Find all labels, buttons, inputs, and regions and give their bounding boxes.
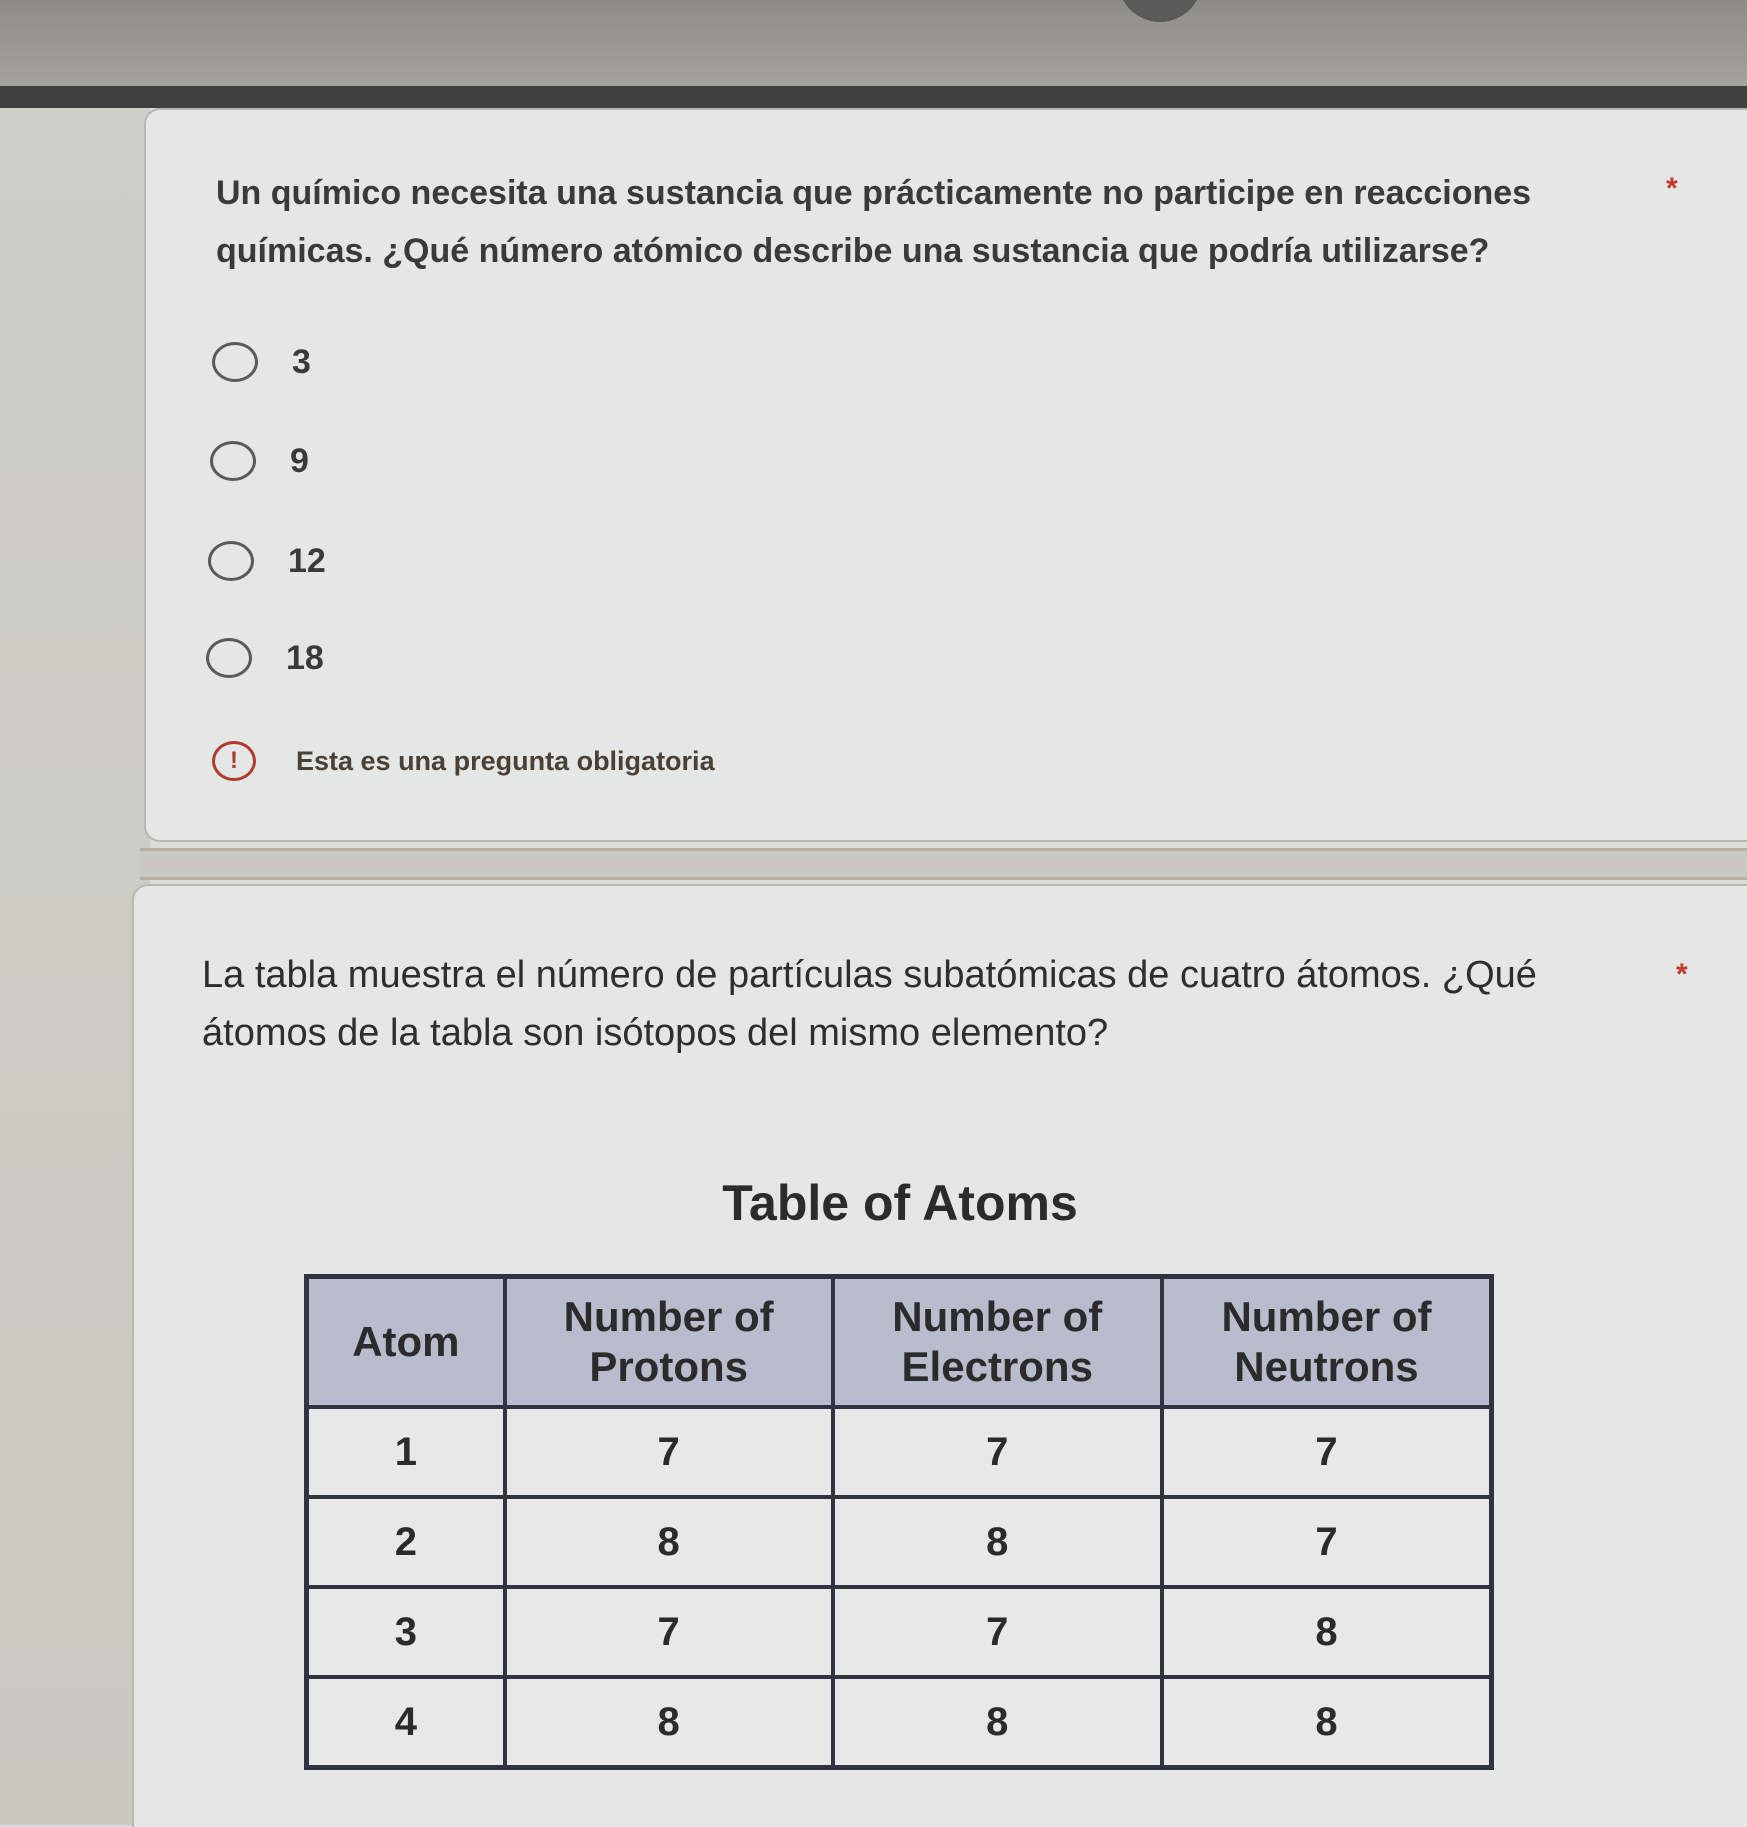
card-separator <box>140 848 1747 880</box>
cell-atom: 3 <box>307 1587 505 1677</box>
exclamation-icon: ! <box>212 741 256 781</box>
radio-button[interactable] <box>210 441 256 481</box>
header-neutrons: Number of Neutrons <box>1162 1277 1492 1408</box>
left-margin <box>0 108 150 1825</box>
top-dark-bar <box>0 86 1747 108</box>
table-header-row <box>307 1277 1492 1408</box>
atoms-table <box>304 1274 1494 1770</box>
cell-atom: 1 <box>307 1407 505 1497</box>
cell-electrons: 8 <box>833 1497 1162 1587</box>
cell-protons: 8 <box>505 1497 833 1587</box>
cell-atom: 4 <box>307 1677 505 1768</box>
header-atom: Atom <box>307 1277 505 1408</box>
warning-text: Esta es una pregunta obligatoria <box>296 745 715 776</box>
required-star-1: * <box>1666 172 1678 205</box>
cell-electrons: 8 <box>833 1677 1162 1768</box>
question-2-text: La tabla muestra el número de partículas subatómicas de cuatro átomos. ¿Qué átomos de la tabla son isótopos del mismo elemento? <box>202 954 1537 1054</box>
question-1-text: Un químico necesita una sustancia que prácticamente no participe en reacciones químicas. ¿Qué número atómico describe una sustancia que podría utilizarse? <box>216 174 1532 270</box>
cell-atom: 2 <box>307 1497 505 1587</box>
option-label: 12 <box>288 541 326 580</box>
cell-neutrons: 8 <box>1162 1587 1492 1677</box>
cell-electrons: 7 <box>833 1587 1162 1677</box>
header-electrons: Number of Electrons <box>833 1277 1162 1408</box>
option-label: 3 <box>292 342 311 381</box>
option-3[interactable] <box>212 342 311 382</box>
option-label: 18 <box>286 638 324 677</box>
cell-neutrons: 7 <box>1162 1497 1492 1587</box>
cell-protons: 7 <box>505 1587 833 1677</box>
radio-button[interactable] <box>206 638 252 678</box>
table-row <box>307 1677 1492 1768</box>
option-12[interactable] <box>208 541 326 581</box>
top-bezel <box>0 0 1747 86</box>
required-warning <box>212 741 715 781</box>
option-18[interactable] <box>206 638 324 678</box>
required-star-2: * <box>1676 958 1688 991</box>
option-label: 9 <box>290 441 309 480</box>
table-row <box>307 1407 1492 1497</box>
radio-button[interactable] <box>208 541 254 581</box>
cell-protons: 8 <box>505 1677 833 1768</box>
table-title: Table of Atoms <box>722 1175 1078 1231</box>
cell-protons: 7 <box>505 1407 833 1497</box>
cell-neutrons: 7 <box>1162 1407 1492 1497</box>
header-protons: Number of Protons <box>505 1277 833 1408</box>
option-9[interactable] <box>210 441 309 481</box>
table-row <box>307 1497 1492 1587</box>
cell-neutrons: 8 <box>1162 1677 1492 1768</box>
table-row <box>307 1587 1492 1677</box>
radio-button[interactable] <box>212 342 258 382</box>
cell-electrons: 7 <box>833 1407 1162 1497</box>
